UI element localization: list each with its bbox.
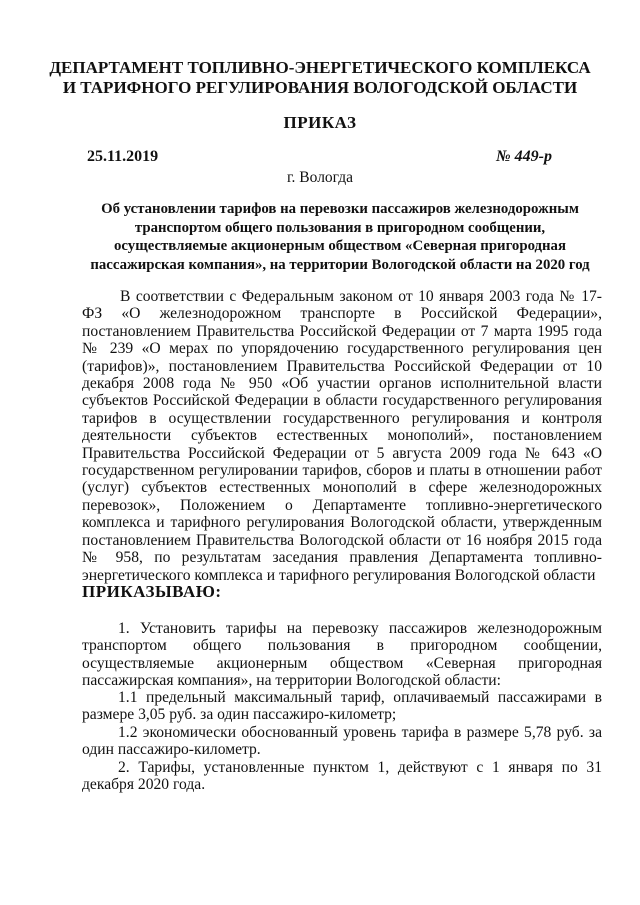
doc-type-title: ПРИКАЗ xyxy=(283,113,357,132)
order-number: № 449-р xyxy=(496,148,552,165)
order-item-1: 1. Установить тарифы на перевозку пассажиров железнодорожным транспортом общего пользования в пригородном сообщении, осуществляемые акционерным обществом «Северная пригородная пассажирская компания», на территории Вологодской области: xyxy=(82,620,602,690)
order-date: 25.11.2019 xyxy=(87,148,159,165)
order-item-1-2: 1.2 экономически обоснованный уровень тарифа в размере 5,78 руб. за один пассажиро-километр. xyxy=(82,724,602,759)
department-line-1: ДЕПАРТАМЕНТ ТОПЛИВНО-ЭНЕРГЕТИЧЕСКОГО КОМПЛЕКСА xyxy=(49,58,591,77)
department-header xyxy=(40,58,600,98)
order-item-2: 2. Тарифы, установленные пунктом 1, действуют с 1 января по 31 декабря 2020 года. xyxy=(82,759,602,794)
department-line-2: И ТАРИФНОГО РЕГУЛИРОВАНИЯ ВОЛОГОДСКОЙ ОБЛАСТИ xyxy=(62,78,578,97)
order-item-1-1: 1.1 предельный максимальный тариф, оплачиваемый пассажирами в размере 3,05 руб. за один пассажиро-километр; xyxy=(82,689,602,724)
order-city: г. Вологда xyxy=(286,169,354,186)
preamble-paragraph: В соответствии с Федеральным законом от 10 января 2003 года № 17-ФЗ «О железнодорожном транспорте в Российской Федерации», постановлением Правительства Российской Федерации от 7 марта 1995 года № 239 «О мерах по упорядочению государственного регулирования цен (тарифов)», постановлением Правительства Российской Федерации от 10 декабря 2008 года № 950 «Об участии органов исполнительной власти субъектов Российской Федерации в области государственного регулирования тарифов в осуществлении государственного регулирования и контроля деятельности субъектов естественных монополий», постановлением Правительства Российской Федерации от 5 августа 2009 года № 643 «О государственном регулировании тарифов, сборов и платы в отношении работ (услуг) субъектов естественных монополий в сфере железнодорожных перевозок», Положением о Департаменте топливно-энергетического комплекса и тарифного регулирования Вологодской области, утвержденным постановлением Правительства Вологодской области от 16 ноября 2015 года № 958, по результатам заседания правления Департамента топливно-энергетического комплекса и тарифного регулирования Вологодской области xyxy=(82,288,602,584)
decree-word: ПРИКАЗЫВАЮ: xyxy=(82,582,222,601)
order-subject: Об установлении тарифов на перевозки пассажиров железнодорожным транспортом общего пользования в пригородном сообщении, осуществляемые акционерным обществом «Северная пригородная пассажирская компания», на территории Вологодской области на 2020 год xyxy=(90,201,590,273)
